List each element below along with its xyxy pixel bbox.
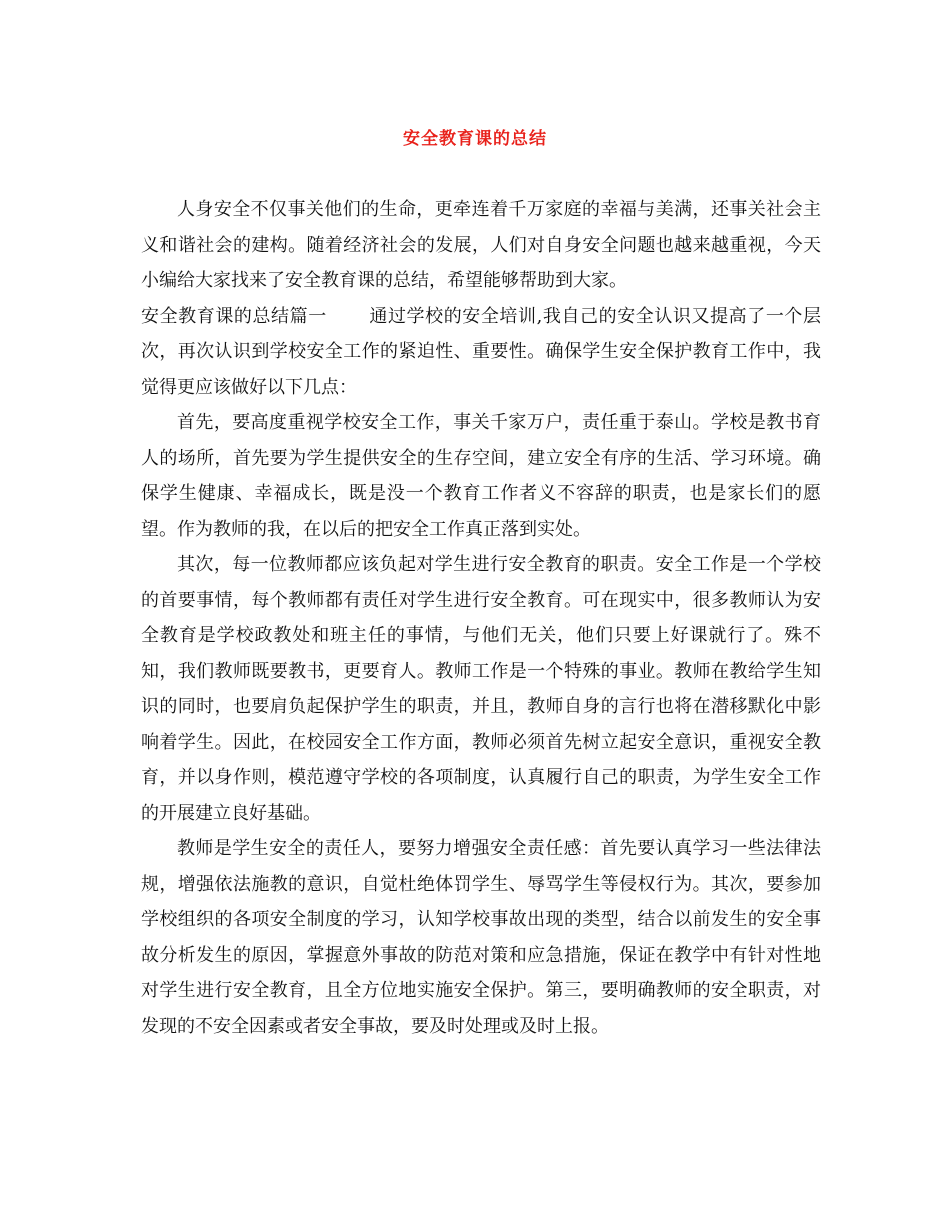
document-body [141, 192, 821, 1044]
section-first-text: 通过学校的安全培训,我自己的安全认识又提高了一个层次，再次认识到学校安全工作的紧迫性、重要性。确保学生安全保护教育工作中，我觉得更应该做好以下几点： [141, 305, 821, 398]
intro-paragraph: 人身安全不仅事关他们的生命，更牵连着千万家庭的幸福与美满，还事关社会主义和谐社会的建构。随着经济社会的发展，人们对自身安全问题也越来越重视，今天小编给大家找来了安全教育课的总结，希望能够帮助到大家。 [141, 199, 821, 291]
body-paragraph-second: 其次，每一位教师都应该负起对学生进行安全教育的职责。安全工作是一个学校的首要事情，每个教师都有责任对学生进行安全教育。可在现实中，很多教师认为安全教育是学校政教处和班主任的事情，与他们无关，他们只要上好课就行了。殊不知，我们教师既要教书，更要育人。教师工作是一个特殊的事业。教师在教给学生知识的同时，也要肩负起保护学生的职责，并且，教师自身的言行也将在潜移默化中影响着学生。因此，在校园安全工作方面，教师必须首先树立起安全意识，重视安全教育，并以身作则，模范遵守学校的各项制度，认真履行自己的职责，为学生安全工作的开展建立良好基础。 [141, 554, 821, 824]
body-paragraph-third: 教师是学生安全的责任人，要努力增强安全责任感：首先要认真学习一些法律法规，增强依法施教的意识，自觉杜绝体罚学生、辱骂学生等侵权行为。其次，要参加学校组织的各项安全制度的学习，认知学校事故出现的类型，结合以前发生的安全事故分析发生的原因，掌握意外事故的防范对策和应急措施，保证在教学中有针对性地对学生进行安全教育，且全方位地实施安全保护。第三，要明确教师的安全职责，对发现的不安全因素或者安全事故，要及时处理或及时上报。 [141, 838, 821, 1037]
section-paragraph [141, 299, 821, 406]
document-title: 安全教育课的总结 [403, 129, 547, 149]
body-paragraph-first: 首先，要高度重视学校安全工作，事关千家万户，责任重于泰山。学校是教书育人的场所，首先要为学生提供安全的生存空间，建立安全有序的生活、学习环境。确保学生健康、幸福成长，既是没一个教育工作者义不容辞的职责，也是家长们的愿望。作为教师的我，在以后的把安全工作真正落到实处。 [141, 412, 821, 540]
section-heading: 安全教育课的总结篇一 [141, 305, 327, 327]
